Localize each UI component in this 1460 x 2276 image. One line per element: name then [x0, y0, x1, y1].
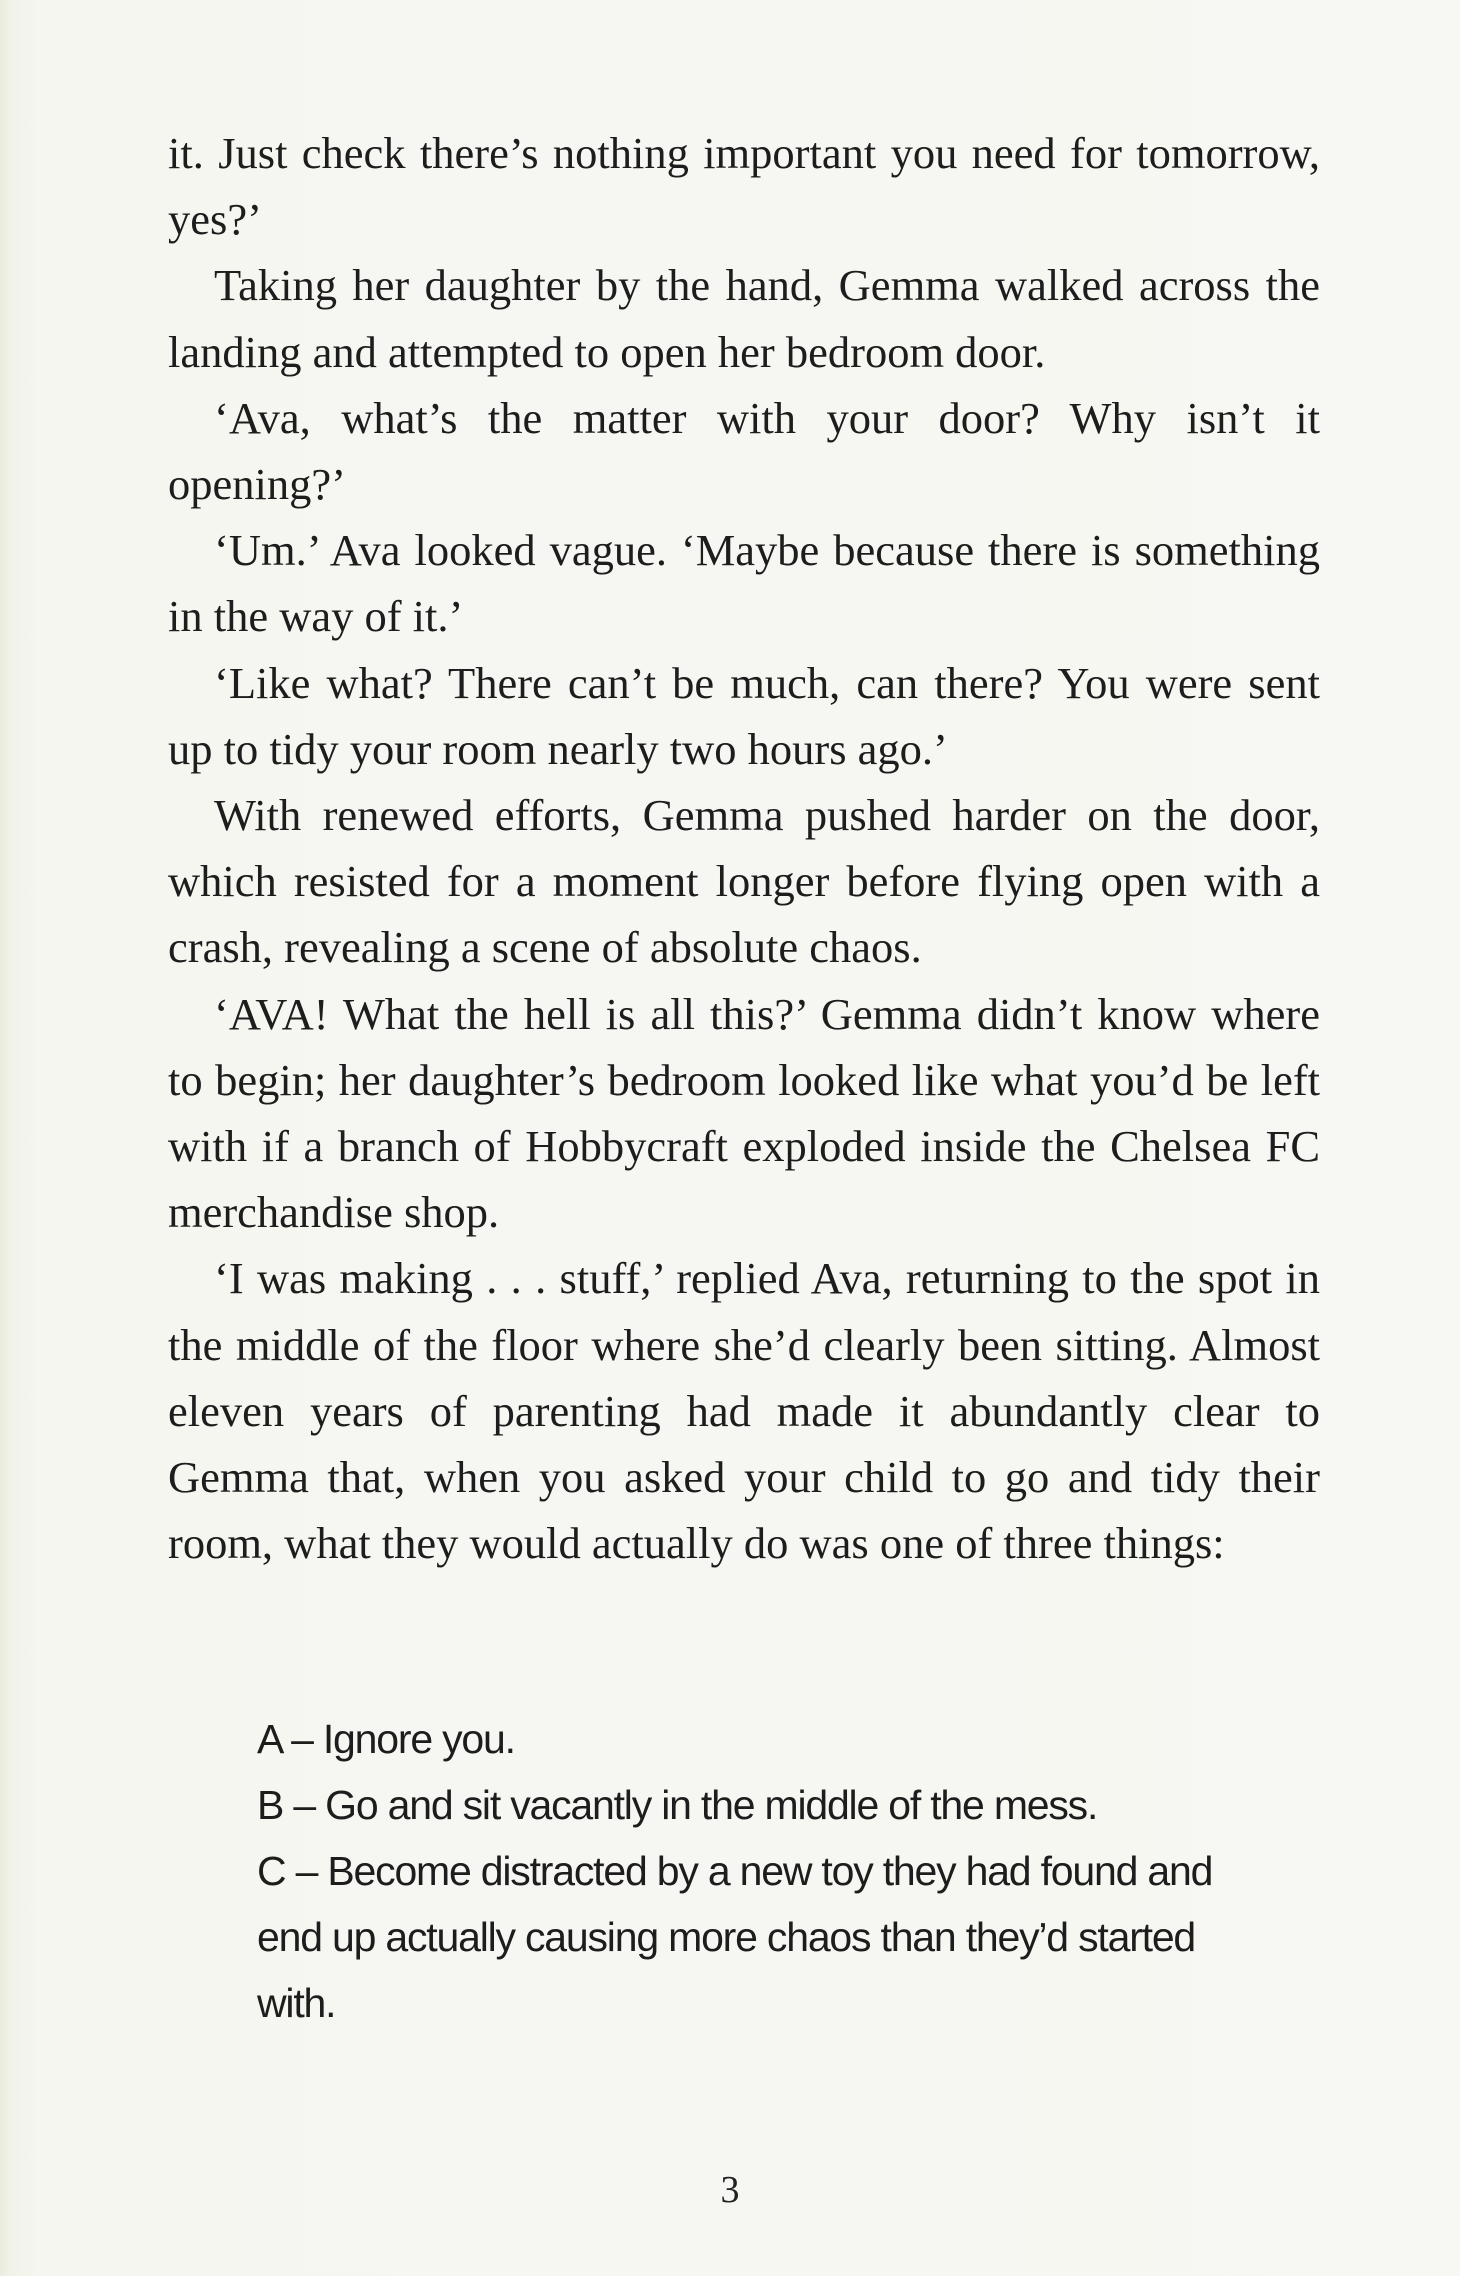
page-number: 3 [720, 2169, 740, 2211]
options-list [257, 1706, 1257, 2036]
paragraph-5: ‘Like what? There can’t be much, can there? You were sent up to tidy your room nearly two hours ago.’ [168, 657, 1320, 774]
paragraph-3: ‘Ava, what’s the matter with your door? Why isn’t it opening?’ [168, 392, 1320, 510]
body-text [168, 120, 1320, 1576]
paragraph-6: With renewed efforts, Gemma pushed harder on the door, which resisted for a moment longer before flying open with a crash, revealing a scene of absolute chaos. [168, 790, 1320, 973]
paragraph-8: ‘I was making . . . stuff,’ replied Ava, returning to the spot in the middle of the floor where she’d clearly been sitting. Almost eleven years of parenting had made it abundantly clear to Gemma that, when you asked your child to go and tidy their room, what they would actually do was one of three things: [168, 1253, 1320, 1569]
paragraph-1: it. Just check there’s nothing important you need for tomorrow, yes?’ [168, 128, 1320, 245]
option-a: A – Ignore you. [257, 1716, 515, 1762]
option-b: B – Go and sit vacantly in the middle of the mess. [257, 1782, 1098, 1828]
option-c: C – Become distracted by a new toy they had found and end up actually causing more chaos than they’d started with. [257, 1848, 1213, 2026]
paragraph-4: ‘Um.’ Ava looked vague. ‘Maybe because there is something in the way of it.’ [168, 525, 1320, 642]
paragraph-2: Taking her daughter by the hand, Gemma walked across the landing and attempted to open her bedroom door. [168, 260, 1320, 377]
paragraph-7: ‘AVA! What the hell is all this?’ Gemma didn’t know where to begin; her daughter’s bedroom looked like what you’d be left with if a branch of Hobbycraft exploded inside the Chelsea FC merchandise shop. [168, 988, 1320, 1238]
